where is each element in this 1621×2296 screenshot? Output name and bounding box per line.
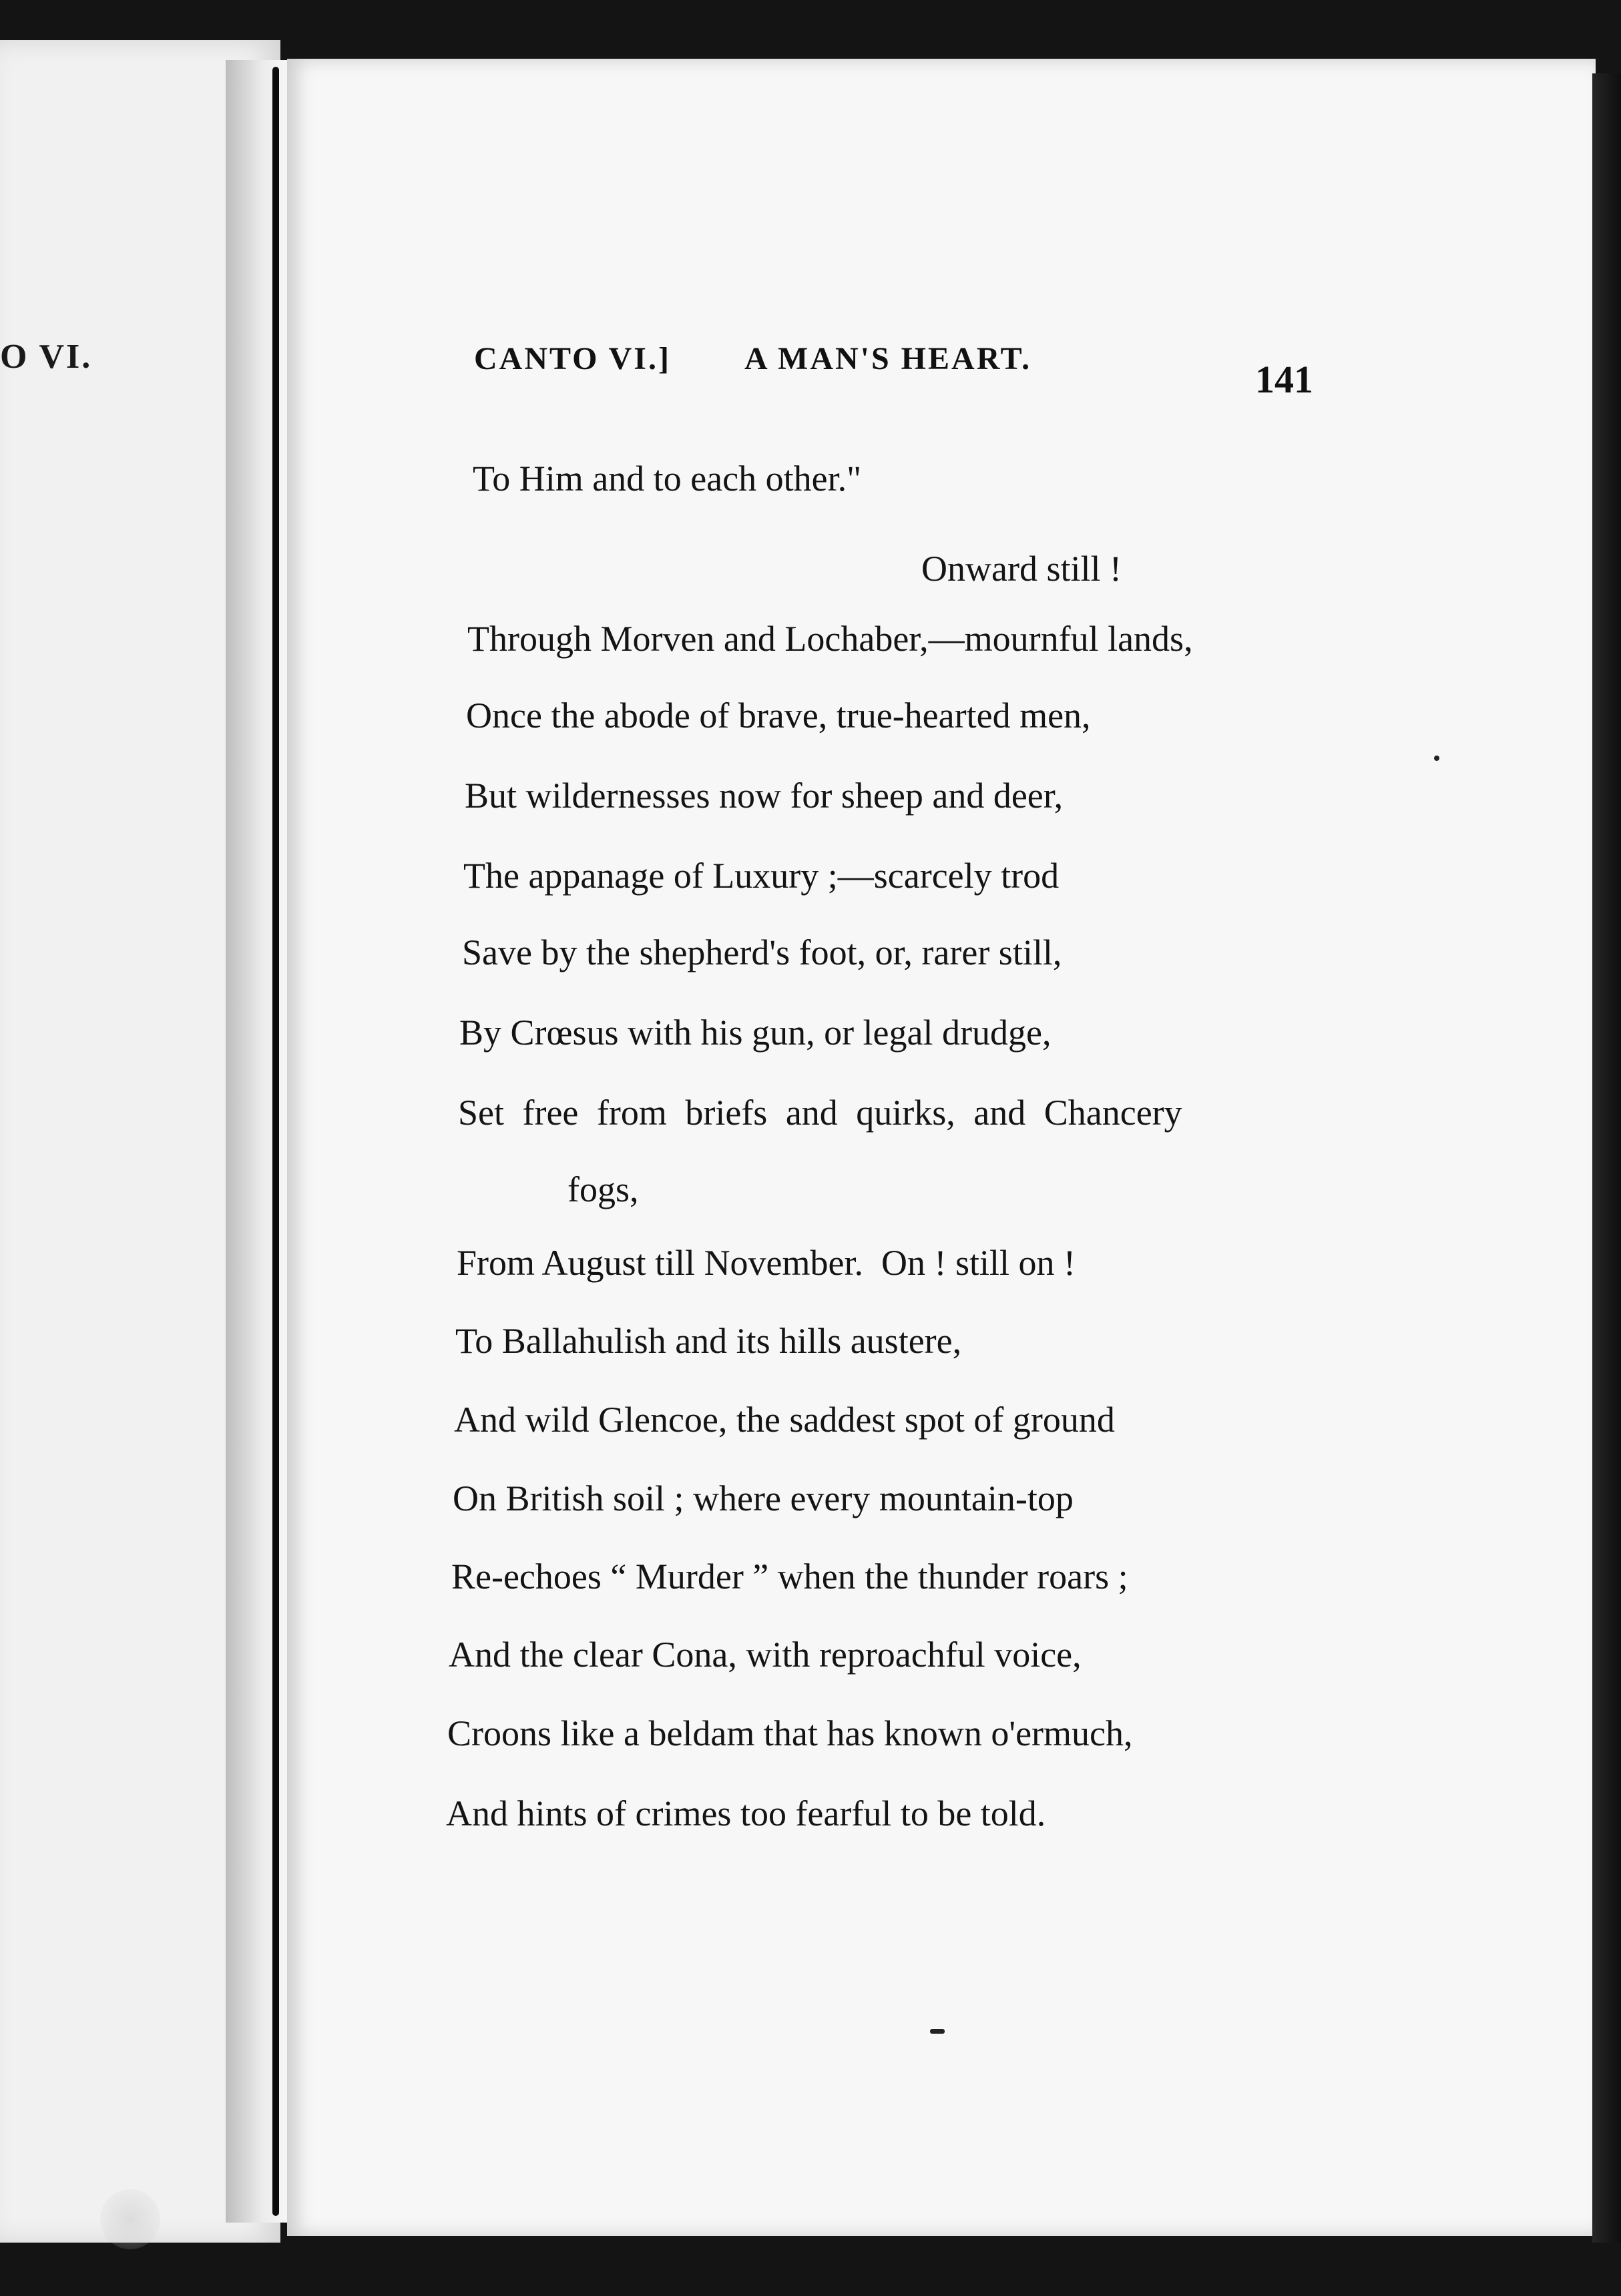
- poem-line: Through Morven and Lochaber,—mournful lands,: [467, 619, 1193, 659]
- poem-line: And wild Glencoe, the saddest spot of ground: [454, 1400, 1115, 1440]
- page-number: 141: [1255, 358, 1313, 401]
- poem-line: And the clear Cona, with reproachful voice,: [449, 1635, 1082, 1675]
- poem-line: The appanage of Luxury ;—scarcely trod: [463, 856, 1060, 896]
- poem-line: On British soil ; where every mountain-top: [453, 1478, 1074, 1518]
- poem-line: From August till November. On ! still on !: [457, 1243, 1076, 1283]
- poem-line: Once the abode of brave, true-hearted men,: [466, 695, 1091, 736]
- ink-speck: [1434, 756, 1439, 761]
- poem-line: But wildernesses now for sheep and deer,: [465, 776, 1064, 816]
- poem-line: Croons like a beldam that has known o'ermuch,: [447, 1713, 1133, 1753]
- poem-line: Onward still !: [921, 549, 1122, 589]
- spine-line: [272, 67, 279, 2216]
- page-edge: [1592, 73, 1621, 2243]
- poem-line: Re-echoes “ Murder ” when the thunder roars ;: [451, 1556, 1128, 1597]
- poem-line: fogs,: [567, 1169, 639, 1209]
- poem-line: To Ballahulish and its hills austere,: [455, 1321, 962, 1361]
- running-head-canto: CANTO VI.]: [474, 341, 671, 376]
- poem-line: And hints of crimes too fearful to be told.: [446, 1793, 1046, 1833]
- ink-mark: [930, 2029, 945, 2034]
- book-gutter: [226, 60, 292, 2223]
- poem-line: To Him and to each other.": [473, 459, 862, 499]
- right-page: [287, 59, 1596, 2236]
- page-smudge: [100, 2189, 160, 2249]
- running-head-title: A MAN'S HEART.: [744, 341, 1032, 376]
- poem-line: Set free from briefs and quirks, and Chancery: [458, 1093, 1182, 1133]
- poem-line: By Crœsus with his gun, or legal drudge,: [459, 1013, 1052, 1053]
- left-page-running-head: O VI.: [0, 338, 93, 376]
- poem-line: Save by the shepherd's foot, or, rarer still,: [462, 932, 1062, 972]
